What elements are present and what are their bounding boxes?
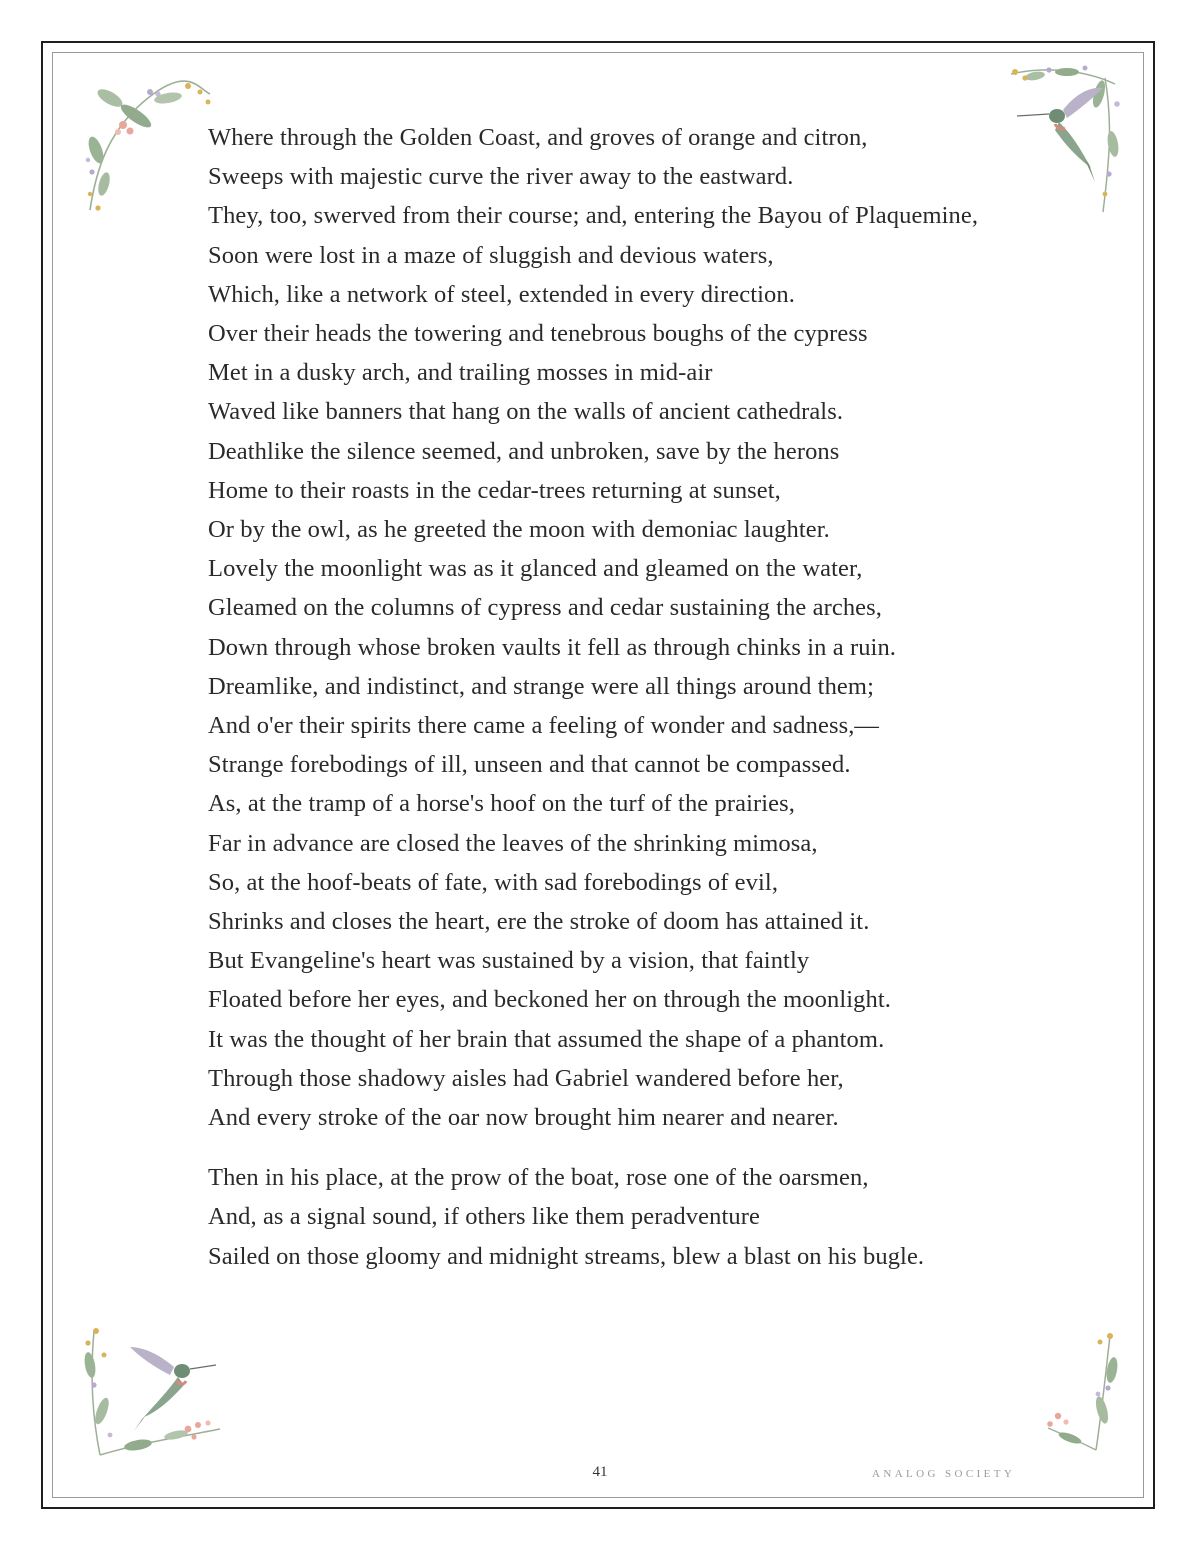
poem-line: It was the thought of her brain that assumed the shape of a phantom. bbox=[208, 1025, 885, 1053]
floral-sprig-icon bbox=[78, 80, 218, 220]
poem-line: They, too, swerved from their course; and, entering the Bayou of Plaquemine, bbox=[208, 202, 979, 230]
poem-line: But Evangeline's heart was sustained by a vision, that faintly bbox=[208, 947, 810, 975]
poem-line: And every stroke of the oar now brought him nearer and nearer. bbox=[208, 1104, 839, 1132]
poem-line: Deathlike the silence seemed, and unbroken, save by the herons bbox=[208, 437, 840, 465]
hummingbird-icon bbox=[1005, 64, 1125, 214]
poem-line: Sailed on those gloomy and midnight streams, blew a blast on his bugle. bbox=[208, 1242, 925, 1270]
poem-text bbox=[208, 118, 1008, 1276]
poem-line: As, at the tramp of a horse's hoof on the turf of the prairies, bbox=[208, 790, 795, 818]
poem-line: Which, like a network of steel, extended in every direction. bbox=[208, 280, 795, 308]
poem-line: Lovely the moonlight was as it glanced and gleamed on the water, bbox=[208, 555, 863, 583]
poem-line: And o'er their spirits there came a feeling of wonder and sadness,— bbox=[208, 712, 880, 740]
poem-line: Over their heads the towering and tenebrous boughs of the cypress bbox=[208, 320, 868, 348]
poem-line: Soon were lost in a maze of sluggish and devious waters, bbox=[208, 241, 774, 269]
poem-line: And, as a signal sound, if others like them peradventure bbox=[208, 1203, 760, 1231]
floral-corner-bottom-right bbox=[1040, 1330, 1120, 1455]
stanza-1 bbox=[208, 118, 1008, 1137]
poem-line: Strange forebodings of ill, unseen and that cannot be compassed. bbox=[208, 751, 851, 779]
poem-line: Home to their roasts in the cedar-trees returning at sunset, bbox=[208, 476, 781, 504]
poem-line: Met in a dusky arch, and trailing mosses in mid-air bbox=[208, 359, 713, 387]
poem-line: Floated before her eyes, and beckoned her on through the moonlight. bbox=[208, 986, 891, 1014]
hummingbird-icon bbox=[80, 1325, 230, 1460]
publisher-imprint: ANALOG SOCIETY bbox=[872, 1468, 1016, 1480]
poem-line: Shrinks and closes the heart, ere the stroke of doom has attained it. bbox=[208, 908, 870, 936]
poem-line: Down through whose broken vaults it fell as through chinks in a ruin. bbox=[208, 633, 897, 661]
page-number: 41 bbox=[592, 1464, 608, 1480]
floral-corner-top-left bbox=[78, 80, 218, 220]
poem-line: Gleamed on the columns of cypress and cedar sustaining the arches, bbox=[208, 594, 883, 622]
poem-line: So, at the hoof-beats of fate, with sad forebodings of evil, bbox=[208, 868, 779, 896]
poem-line: Dreamlike, and indistinct, and strange were all things around them; bbox=[208, 672, 874, 700]
poem-line: Waved like banners that hang on the walls of ancient cathedrals. bbox=[208, 398, 844, 426]
poem-line: Through those shadowy aisles had Gabriel wandered before her, bbox=[208, 1064, 844, 1092]
poem-line: Or by the owl, as he greeted the moon with demoniac laughter. bbox=[208, 516, 830, 544]
stanza-2 bbox=[208, 1158, 1008, 1276]
poem-line: Sweeps with majestic curve the river away to the eastward. bbox=[208, 163, 794, 191]
floral-sprig-icon bbox=[1040, 1330, 1120, 1455]
poem-line: Where through the Golden Coast, and groves of orange and citron, bbox=[208, 124, 868, 151]
poem-line: Far in advance are closed the leaves of the shrinking mimosa, bbox=[208, 829, 818, 857]
hummingbird-corner-bottom-left bbox=[80, 1325, 230, 1460]
hummingbird-corner-top-right bbox=[1005, 64, 1125, 214]
poem-line: Then in his place, at the prow of the boat, rose one of the oarsmen, bbox=[208, 1164, 869, 1192]
